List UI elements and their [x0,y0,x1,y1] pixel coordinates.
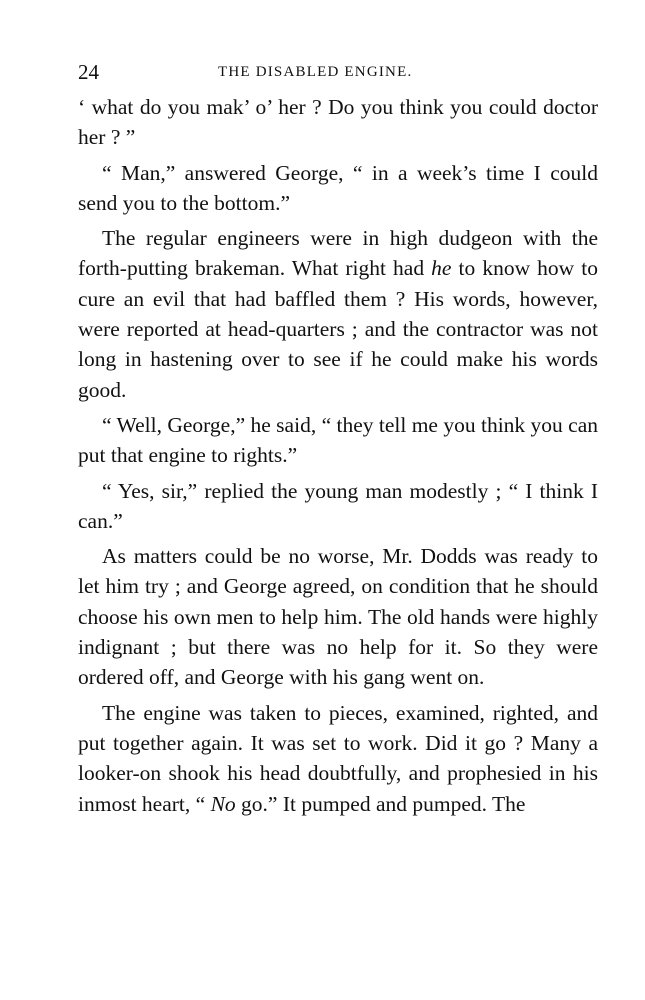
paragraph-7-part-1: The engine was taken to pieces, examined, righted, and put together again. It was set to work. Did it go ? Many a looker-on shook his head doubtfully, and prophesied in his inmost heart, “ [78,700,598,816]
paragraph-7-part-2: go.” It pumped and pumped. The [235,791,526,816]
paragraph-3 [78,223,598,405]
running-head [78,52,598,92]
paragraph-3-part-2: to know how to cure an evil that had baffled them ? His words, however, were reported at head-quarters ; and the contractor was not long in hastening over to see if he could make his words good. [78,256,598,402]
page-number: 24 [78,60,99,84]
paragraph-3-part-1: The regular engineers were in high dudgeon with the forth-putting brakeman. What right had [78,226,598,281]
paragraph-7-emphasis: No [210,791,236,816]
paragraph-5: “ Yes, sir,” replied the young man modestly ; “ I think I can.” [78,478,598,533]
paragraph-7 [78,698,598,819]
running-title: THE DISABLED ENGINE. [218,64,413,80]
paragraph-3-emphasis: he [431,256,452,281]
paragraph-6: As matters could be no worse, Mr. Dodds was ready to let him try ; and George agreed, on condition that he should choose his own men to help him. The old hands were highly indignant ; but there was no help for it. So they were ordered off, and George with his gang went on. [78,544,598,690]
body-text [78,92,598,819]
paragraph-2: “ Man,” answered George, “ in a week’s time I could send you to the bottom.” [78,160,598,215]
paragraph-4: “ Well, George,” he said, “ they tell me you think you can put that engine to rights.” [78,412,599,468]
book-page [78,52,598,819]
paragraph-1: ‘ what do you mak’ o’ her ? Do you think you could doctor her ? ” [78,95,598,150]
